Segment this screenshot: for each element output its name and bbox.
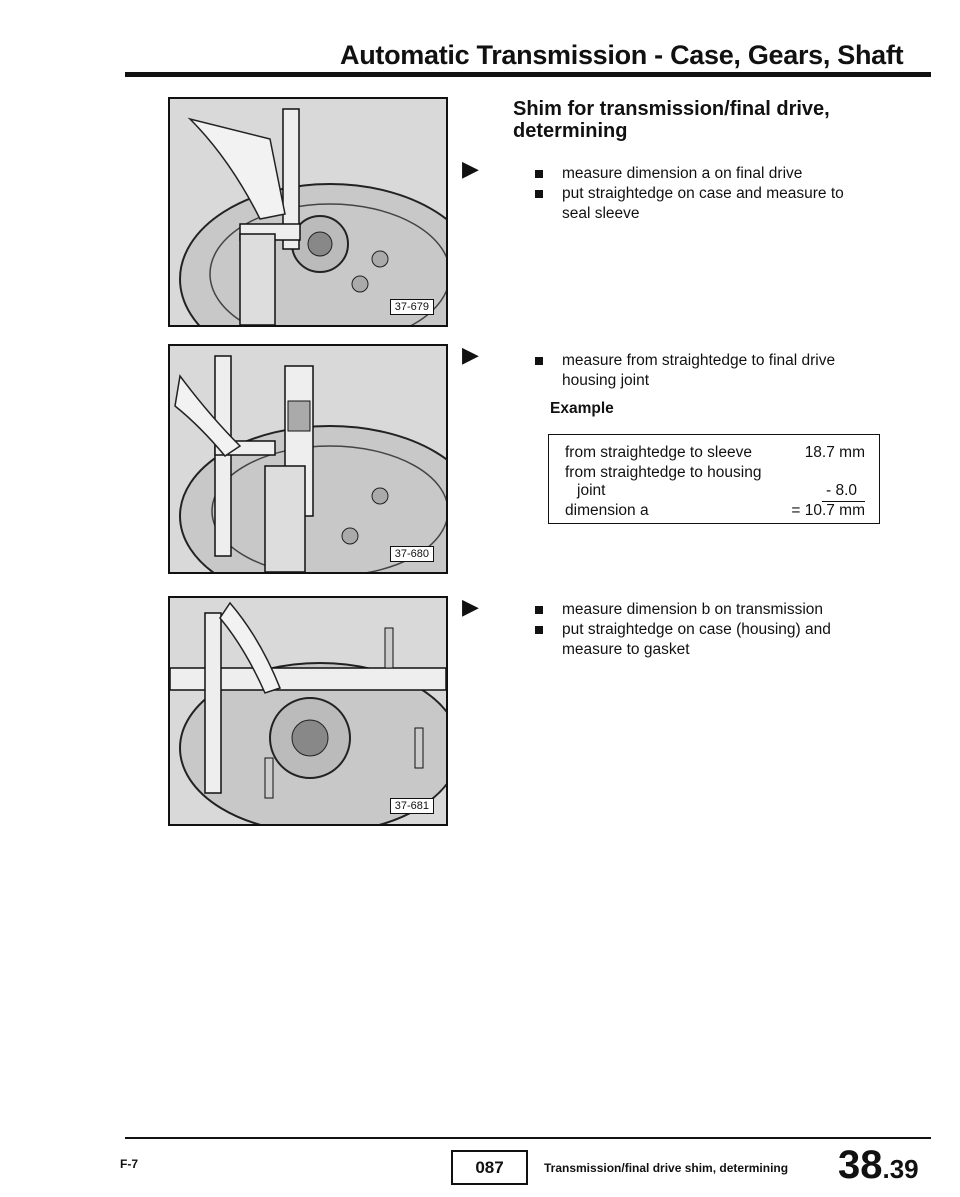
page-number-minor: .39 (882, 1154, 919, 1184)
header-rule (125, 72, 931, 77)
example-label: Example (550, 400, 614, 417)
figure-3-illustration (170, 598, 446, 824)
step-2-list (535, 351, 865, 391)
step-2-bullet-1: measure from straightedge to final drive housing joint (535, 351, 865, 391)
example-row-4-value: = 10.7 mm (791, 502, 865, 519)
figure-3-label: 37-681 (390, 798, 434, 814)
figure-1-label: 37-679 (390, 299, 434, 315)
page-badge: 087 (451, 1150, 528, 1185)
example-row-4 (565, 501, 865, 521)
arrow-2-icon: ▶ (462, 342, 479, 367)
example-row-3-value: - 8.0 (822, 481, 865, 502)
example-row-2 (565, 463, 865, 483)
figure-2 (168, 344, 448, 574)
page-number (838, 1143, 919, 1188)
example-row-1-value: 18.7 mm (804, 444, 865, 461)
footer-caption: Transmission/final drive shim, determining (544, 1161, 789, 1175)
step-1-bullet-1: measure dimension a on final drive (535, 164, 875, 184)
example-row-4-label: dimension a (565, 502, 649, 519)
footer-code: F-7 (120, 1157, 138, 1171)
step-3-list (535, 600, 875, 660)
example-row-1-label: from straightedge to sleeve (565, 444, 752, 461)
example-row-3-label: joint (577, 482, 606, 499)
figure-3 (168, 596, 448, 826)
figure-1 (168, 97, 448, 327)
example-row-3 (565, 481, 865, 501)
figure-2-label: 37-680 (390, 546, 434, 562)
example-row-1 (565, 443, 865, 463)
arrow-3-icon: ▶ (462, 594, 479, 619)
page-number-major: 38 (838, 1143, 883, 1187)
section-title: Shim for transmission/final drive, determining (513, 98, 830, 142)
example-box (548, 434, 880, 524)
footer-rule (125, 1137, 931, 1139)
arrow-1-icon: ▶ (462, 156, 479, 181)
step-1-list (535, 164, 875, 224)
step-3-bullet-2: put straightedge on case (housing) and measure to gasket (535, 620, 875, 660)
step-3-bullet-1: measure dimension b on transmission (535, 600, 875, 620)
page-title: Automatic Transmission - Case, Gears, Shaft (340, 40, 904, 70)
example-row-2-label: from straightedge to housing (565, 464, 762, 481)
figure-2-illustration (170, 346, 446, 572)
step-1-bullet-2: put straightedge on case and measure to seal sleeve (535, 184, 875, 224)
figure-1-illustration (170, 99, 446, 325)
